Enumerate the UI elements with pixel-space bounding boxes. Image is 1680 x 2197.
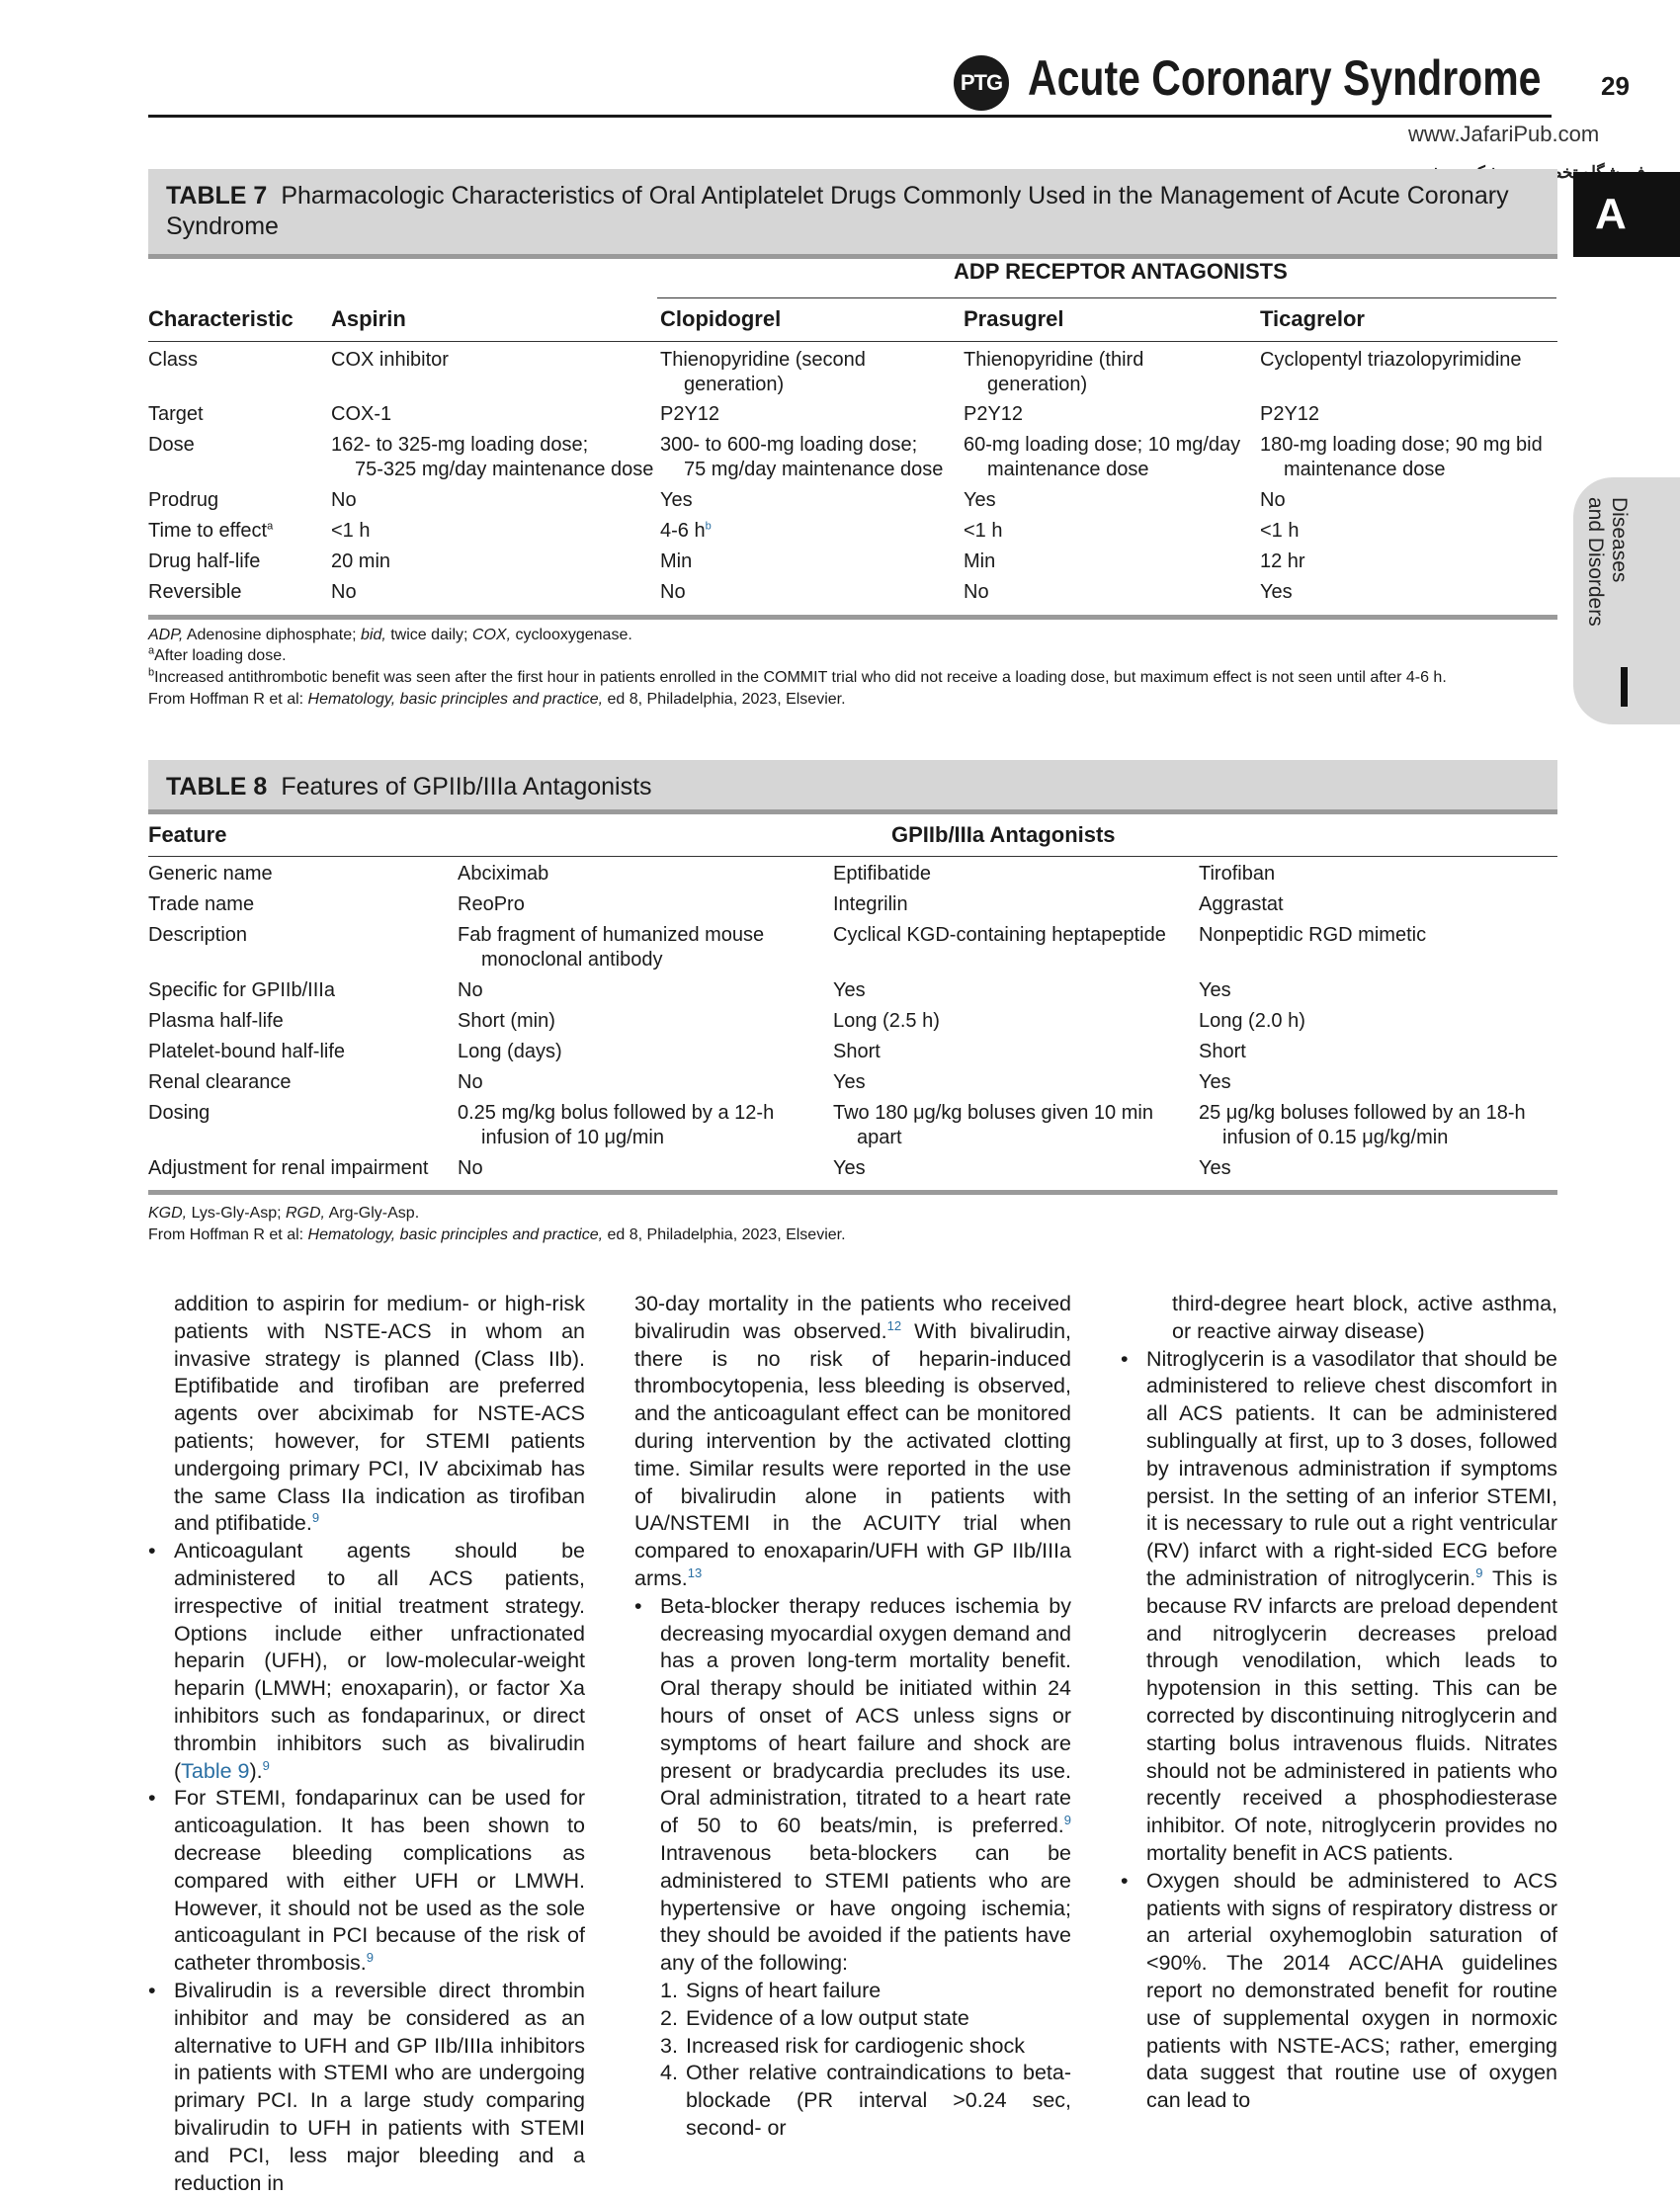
- table8-cell: Yes: [1199, 1157, 1231, 1179]
- table7-abbreviations: ADP, Adenosine diphosphate; bid, twice daily; COX, cyclooxygenase.: [148, 627, 632, 643]
- body-column-1: [148, 1291, 585, 2197]
- table8-abbreviations: KGD, Lys-Gly-Asp; RGD, Arg-Gly-Asp.: [148, 1205, 420, 1222]
- table7-col-header: Prasugrel: [964, 306, 1064, 331]
- table8-cell: 25 μg/kg boluses followed by an 18-h: [1199, 1102, 1526, 1124]
- table8-cell: Cyclical KGD-containing heptapeptide: [833, 924, 1166, 946]
- list-item: 1. Signs of heart failure: [660, 1978, 882, 2002]
- bullet-item: • Oxygen should be administered to ACS patients with signs of respiratory distress or an arterial oxyhemoglobin saturation of <90%. The 2014 ACC/AHA guidelines report no demonstrated benefit for routine use of supplemental oxygen in normoxic patients with NSTE-ACS; rather, emerging data suggest that routine use of oxygen can lead to: [1121, 1868, 1557, 2115]
- table8-col-header: Feature: [148, 822, 227, 847]
- table7-group-rule: [657, 297, 1556, 298]
- list-item: 4. Other relative contraindications to beta-blockade (PR interval >0.24 sec, second- or: [660, 2061, 1071, 2140]
- bullet-item: • For STEMI, fondaparinux can be used for anticoagulation. It has been shown to decrease bleeding complications as compared with either UFH or LMWH. However, it should not be used as the sole anticoagulant in PCI because of the risk of catheter thrombosis.$^9$: [148, 1785, 585, 1978]
- table8-cell: Long (2.5 h): [833, 1010, 940, 1032]
- bullet-item: • Beta-blocker therapy reduces ischemia by decreasing myocardial oxygen demand and has a proven long-term mortality benefit. Oral therapy should be initiated within 24 hours of onset of ACS unless signs or symptoms of heart failure and shock are present or bradycardia precludes its use. Oral administration, titrated to a heart rate of 50 to 60 beats/min, is preferred.$^9$ Intravenous beta-blockers can be administered to STEMI patients who are hypertensive or have ongoing ischemia; they should be avoided if the patients have any of the following:: [634, 1593, 1071, 1978]
- table8-cell: Tirofiban: [1199, 863, 1276, 885]
- table7-col-header: Ticagrelor: [1260, 306, 1365, 331]
- table8-cell: Long (days): [458, 1041, 562, 1062]
- table8-bottom-rule: [148, 1190, 1557, 1195]
- table8-cell: Plasma half-life: [148, 1010, 284, 1032]
- bullet-item: • Nitroglycerin is a vasodilator that should be administered to relieve chest discomfort in all ACS patients. It can be administered sublingually at first, up to 3 doses, followed by intravenous administration if symptoms persist. In the setting of an inferior STEMI, it is necessary to rule out a right ventricular (RV) infarct with a right-sided ECG before the administration of nitroglycerin.$^9$ This is because RV infarcts are preload dependent and nitroglycerin decreases preload through venodilation, which leads to hypotension in this setting. This can be corrected by discontinuing nitroglycerin and starting bolus intravenous fluids. Nitrates should not be administered in patients who recently received a phosphodiesterase inhibitor. Of note, nitroglycerin provides no mortality benefit in ACS patients.: [1121, 1346, 1557, 1868]
- table7-cell: Yes: [964, 489, 996, 511]
- table7-cell: Cyclopentyl triazolopyrimidine: [1260, 349, 1522, 371]
- table7-cell: Time to effect$^a$: [148, 520, 274, 542]
- table7-cell: Min: [964, 550, 996, 572]
- table8-cell: Description: [148, 924, 248, 946]
- list-item: 2. Evidence of a low output state: [660, 2005, 969, 2030]
- table7-cell: No: [964, 581, 989, 603]
- table8-cell: Adjustment for renal impairment: [148, 1157, 429, 1179]
- table8-cell: ReoPro: [458, 893, 525, 915]
- table7-cell: Drug half-life: [148, 550, 261, 572]
- table7-cell: Target: [148, 403, 204, 425]
- table7-cell: 180-mg loading dose; 90 mg bid: [1260, 434, 1543, 456]
- table8-cell: No: [458, 979, 483, 1001]
- table8-group-header: GPIIb/IIIa Antagonists: [891, 822, 1116, 847]
- table7-cell: <1 h: [1260, 520, 1300, 542]
- side-tab-diseases[interactable]: [1573, 477, 1680, 724]
- table7-cell: Min: [660, 550, 693, 572]
- table7-cell: Prodrug: [148, 489, 219, 511]
- table8-cell: Short: [1199, 1041, 1246, 1062]
- table8-cell: Long (2.0 h): [1199, 1010, 1305, 1032]
- table7-cell: No: [1260, 489, 1286, 511]
- page-title: Acute Coronary Syndrome: [1028, 50, 1542, 106]
- body-column-2: [634, 1291, 1071, 2143]
- table8-cell: Yes: [833, 1071, 866, 1093]
- paragraph: 30-day mortality in the patients who received bivalirudin was observed.$^{12}$ With bivalirudin, there is no risk of heparin-induced thrombocytopenia, less bleeding is observed, and the anticoagulant effect can be monitored during intervention by the activated clotting time. Similar results were reported in the use of bivalirudin alone in patients with UA/NSTEMI in the ACUITY trial when compared to enoxaparin/UFH with GP IIb/IIIa arms.$^{13}$: [634, 1292, 1071, 1590]
- table8-cell: Yes: [1199, 979, 1231, 1001]
- section-tab-a[interactable]: A: [1573, 172, 1680, 257]
- table8-caption: TABLE 8 Features of GPIIb/IIIa Antagonists: [148, 760, 1557, 814]
- table7-cell: <1 h: [331, 520, 371, 542]
- table7-footnote-a: $^a$After loading dose.: [148, 644, 287, 664]
- table8-cell: Eptifibatide: [833, 863, 931, 885]
- table8-cell: infusion of 10 μg/min: [481, 1127, 664, 1148]
- table8-cell: Yes: [1199, 1071, 1231, 1093]
- table8-source: From Hoffman R et al: Hematology, basic principles and practice, ed 8, Philadelphia, 2023, Elsevier.: [148, 1226, 846, 1243]
- table7-cell: 4-6 $h^b$: [660, 520, 712, 542]
- table7-cell: maintenance dose: [987, 459, 1149, 480]
- table7-cell: Yes: [1260, 581, 1293, 603]
- paragraph: addition to aspirin for medium- or high-risk patients with NSTE-ACS in whom an invasive strategy is planned (Class IIb). Eptifibatide and tirofiban are preferred agents over abciximab for NSTE-ACS patients; however, for STEMI patients undergoing primary PCI, IV abciximab has the same Class IIa indication as tirofiban and ptifibatide.$^9$: [174, 1292, 585, 1536]
- table7-cell: No: [660, 581, 686, 603]
- table7-cell: 75 mg/day maintenance dose: [684, 459, 944, 480]
- table8-cell: Yes: [833, 979, 866, 1001]
- table8-header-rule: [148, 856, 1557, 857]
- table7-cell: Thienopyridine (second: [660, 349, 866, 371]
- list-item: 3. Increased risk for cardiogenic shock: [660, 2033, 1025, 2058]
- table7-cell: 60-mg loading dose; 10 mg/day: [964, 434, 1241, 456]
- table8-cell: Nonpeptidic RGD mimetic: [1199, 924, 1427, 946]
- table8-cell: 0.25 mg/kg bolus followed by a 12-h: [458, 1102, 775, 1124]
- table8-cell: Short (min): [458, 1010, 555, 1032]
- table8-cell: No: [458, 1071, 483, 1093]
- table7-cell: No: [331, 489, 357, 511]
- table7-cell: 20 min: [331, 550, 391, 572]
- table8-cell: monoclonal antibody: [481, 949, 663, 971]
- table8-cell: No: [458, 1157, 483, 1179]
- bullet-item: • Bivalirudin is a reversible direct thrombin inhibitor and may be considered as an alternative to UFH and GP IIb/IIIa inhibitors in patients with STEMI who are undergoing primary PCI. In a large study comparing bivalirudin to UFH in patients with STEMI and PCI, less major bleeding and a reduction in: [148, 1978, 585, 2197]
- table7-cell: maintenance dose: [1284, 459, 1446, 480]
- page-number: 29: [1601, 71, 1630, 101]
- table7-caption: TABLE 7 Pharmacologic Characteristics of Oral Antiplatelet Drugs Commonly Used in the Management of Acute Coronary Syndrome: [148, 169, 1557, 259]
- table7-cell: P2Y12: [1260, 403, 1320, 425]
- table7-cell: Thienopyridine (third: [964, 349, 1144, 371]
- table7-cell: P2Y12: [964, 403, 1024, 425]
- table8-cell: Yes: [833, 1157, 866, 1179]
- table7-cell: generation): [987, 374, 1088, 395]
- table7-col-header: Clopidogrel: [660, 306, 782, 331]
- table7-col-header: Characteristic: [148, 306, 294, 331]
- table7-cell: Yes: [660, 489, 693, 511]
- table7-group-header: ADP RECEPTOR ANTAGONISTS: [954, 259, 1288, 284]
- table9-link[interactable]: Table 9: [181, 1758, 250, 1783]
- table8-cell: Specific for GPIIb/IIIa: [148, 979, 335, 1001]
- table7-cell: 162- to 325-mg loading dose;: [331, 434, 589, 456]
- side-tab-label: Diseases and Disorders: [1584, 497, 1631, 627]
- table7-cell: <1 h: [964, 520, 1003, 542]
- table7-cell: generation): [684, 374, 785, 395]
- table7-cell: Dose: [148, 434, 195, 456]
- table8-cell: infusion of 0.15 μg/kg/min: [1222, 1127, 1449, 1148]
- body-column-3: [1121, 1291, 1557, 2115]
- header-rule: [148, 115, 1552, 118]
- table7-cell: Class: [148, 349, 199, 371]
- table8-cell: apart: [857, 1127, 902, 1148]
- table8-cell: Integrilin: [833, 893, 908, 915]
- table7-cell: Reversible: [148, 581, 242, 603]
- table7-col-header: Aspirin: [331, 306, 406, 331]
- bullet-item: • Anticoagulant agents should be administered to all ACS patients, irrespective of initial treatment strategy. Options include either unfractionated heparin (UFH), or low-molecular-weight heparin (LMWH; enoxaparin), or factor Xa inhibitors such as fondaparinux, or direct thrombin inhibitors such as bivalirudin (Table 9).$^9$: [148, 1538, 585, 1785]
- table7-footnote-b: $^b$Increased antithrombotic benefit was seen after the first hour in patients enrolled in the COMMIT trial who did not receive a loading dose, but maximum effect is not seen until after 4-6 h.: [148, 666, 1447, 686]
- table7-cell: No: [331, 581, 357, 603]
- table8-cell: Two 180 μg/kg boluses given 10 min: [833, 1102, 1153, 1124]
- table7-bottom-rule: [148, 615, 1557, 620]
- table8-cell: Renal clearance: [148, 1071, 292, 1093]
- table8-cell: Platelet-bound half-life: [148, 1041, 346, 1062]
- table7-cell: 12 hr: [1260, 550, 1305, 572]
- table7-cell: P2Y12: [660, 403, 720, 425]
- side-tab-marker: [1621, 667, 1628, 707]
- table7-cell: COX inhibitor: [331, 349, 449, 371]
- table7-cell: 300- to 600-mg loading dose;: [660, 434, 918, 456]
- table7-cell: 75-325 mg/day maintenance dose: [355, 459, 654, 480]
- paragraph: third-degree heart block, active asthma, or reactive airway disease): [1172, 1292, 1557, 1343]
- table8-cell: Aggrastat: [1199, 893, 1284, 915]
- table8-cell: Trade name: [148, 893, 255, 915]
- table8-cell: Abciximab: [458, 863, 549, 885]
- website-watermark: www.JafariPub.com: [1408, 122, 1600, 146]
- table7-header-rule: [148, 341, 1557, 342]
- ptg-logo: PTG: [954, 55, 1009, 111]
- table8-cell: Short: [833, 1041, 881, 1062]
- table8-cell: Fab fragment of humanized mouse: [458, 924, 765, 946]
- table7-source: From Hoffman R et al: Hematology, basic principles and practice, ed 8, Philadelphia, 2023, Elsevier.: [148, 691, 846, 708]
- table8-cell: Dosing: [148, 1102, 210, 1124]
- table7-cell: COX-1: [331, 403, 392, 425]
- table8-cell: Generic name: [148, 863, 273, 885]
